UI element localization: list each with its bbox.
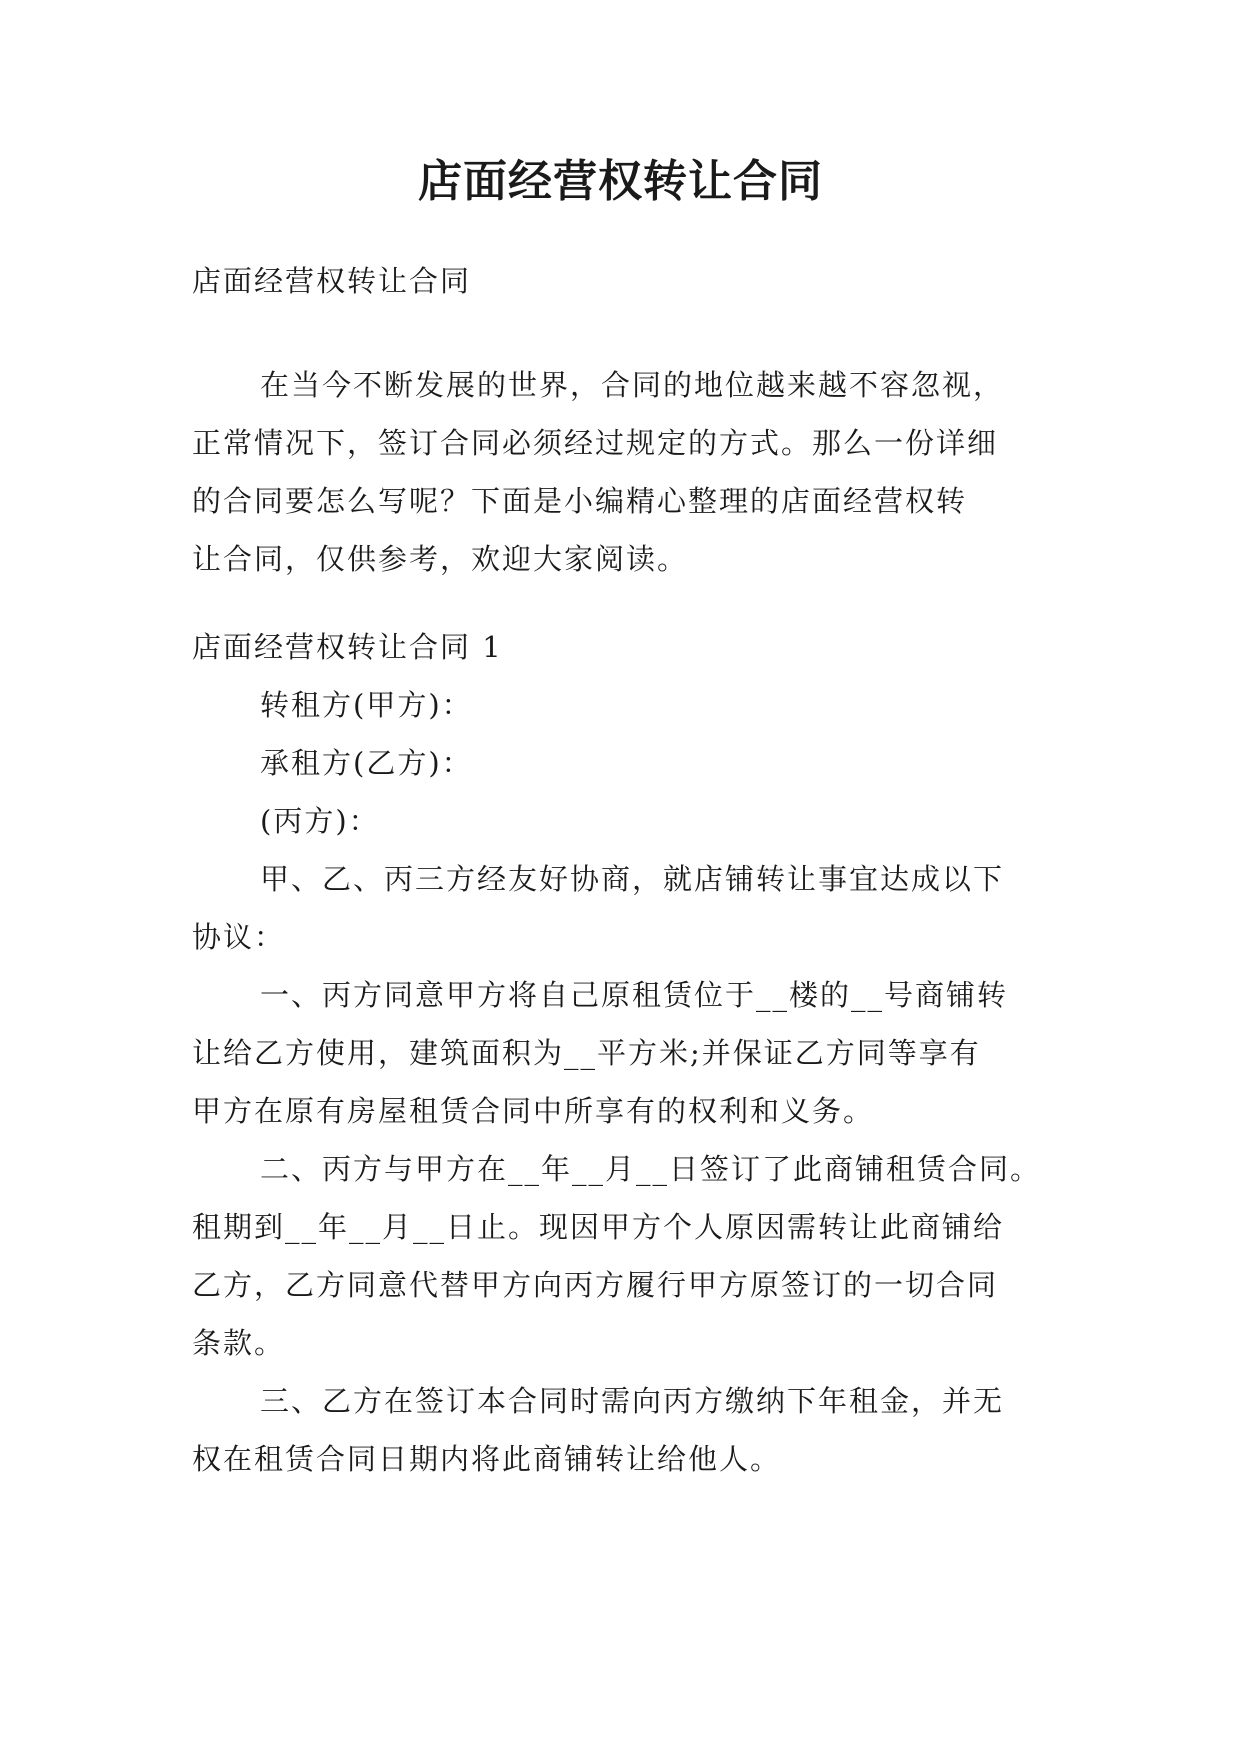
party-a-line: 转租方(甲方)： [260, 688, 473, 722]
clause-1-line: 甲方在原有房屋租赁合同中所享有的权利和义务。 [192, 1094, 875, 1128]
clause-2-line: 租期到__年__月__日止。现因甲方个人原因需转让此商铺给 [192, 1210, 1005, 1244]
clause-3-line: 权在租赁合同日期内将此商铺转让给他人。 [192, 1442, 782, 1476]
clause-2-line: 乙方，乙方同意代替甲方向丙方履行甲方原签订的一切合同 [192, 1268, 999, 1302]
clause-2-line: 二、丙方与甲方在__年__月__日签订了此商铺租赁合同。 [260, 1152, 1042, 1186]
intro-line: 让合同，仅供参考，欢迎大家阅读。 [192, 542, 689, 576]
intro-line: 正常情况下，签订合同必须经过规定的方式。那么一份详细 [192, 426, 999, 460]
document-title: 店面经营权转让合同 [418, 156, 823, 207]
agreement-line: 协议： [192, 920, 286, 954]
intro-line: 的合同要怎么写呢？下面是小编精心整理的店面经营权转 [192, 484, 968, 518]
contract-body [192, 618, 1062, 1488]
subtitle-line: 店面经营权转让合同 [192, 264, 472, 298]
intro-line: 在当今不断发展的世界，合同的地位越来越不容忽视， [260, 368, 1005, 402]
party-c-line: (丙方)： [260, 804, 380, 838]
agreement-line: 甲、乙、丙三方经友好协商，就店铺转让事宜达成以下 [260, 862, 1005, 896]
party-b-line: 承租方(乙方)： [260, 746, 473, 780]
section-heading: 店面经营权转让合同 1 [192, 630, 503, 664]
intro-paragraph [192, 356, 1062, 588]
clause-1-line: 让给乙方使用，建筑面积为__平方米;并保证乙方同等享有 [192, 1036, 981, 1070]
clause-3-line: 三、乙方在签订本合同时需向丙方缴纳下年租金，并无 [260, 1384, 1005, 1418]
clause-1-line: 一、丙方同意甲方将自己原租赁位于__楼的__号商铺转 [260, 978, 1009, 1012]
clause-2-line: 条款。 [192, 1326, 286, 1360]
document-subtitle [192, 252, 1062, 310]
